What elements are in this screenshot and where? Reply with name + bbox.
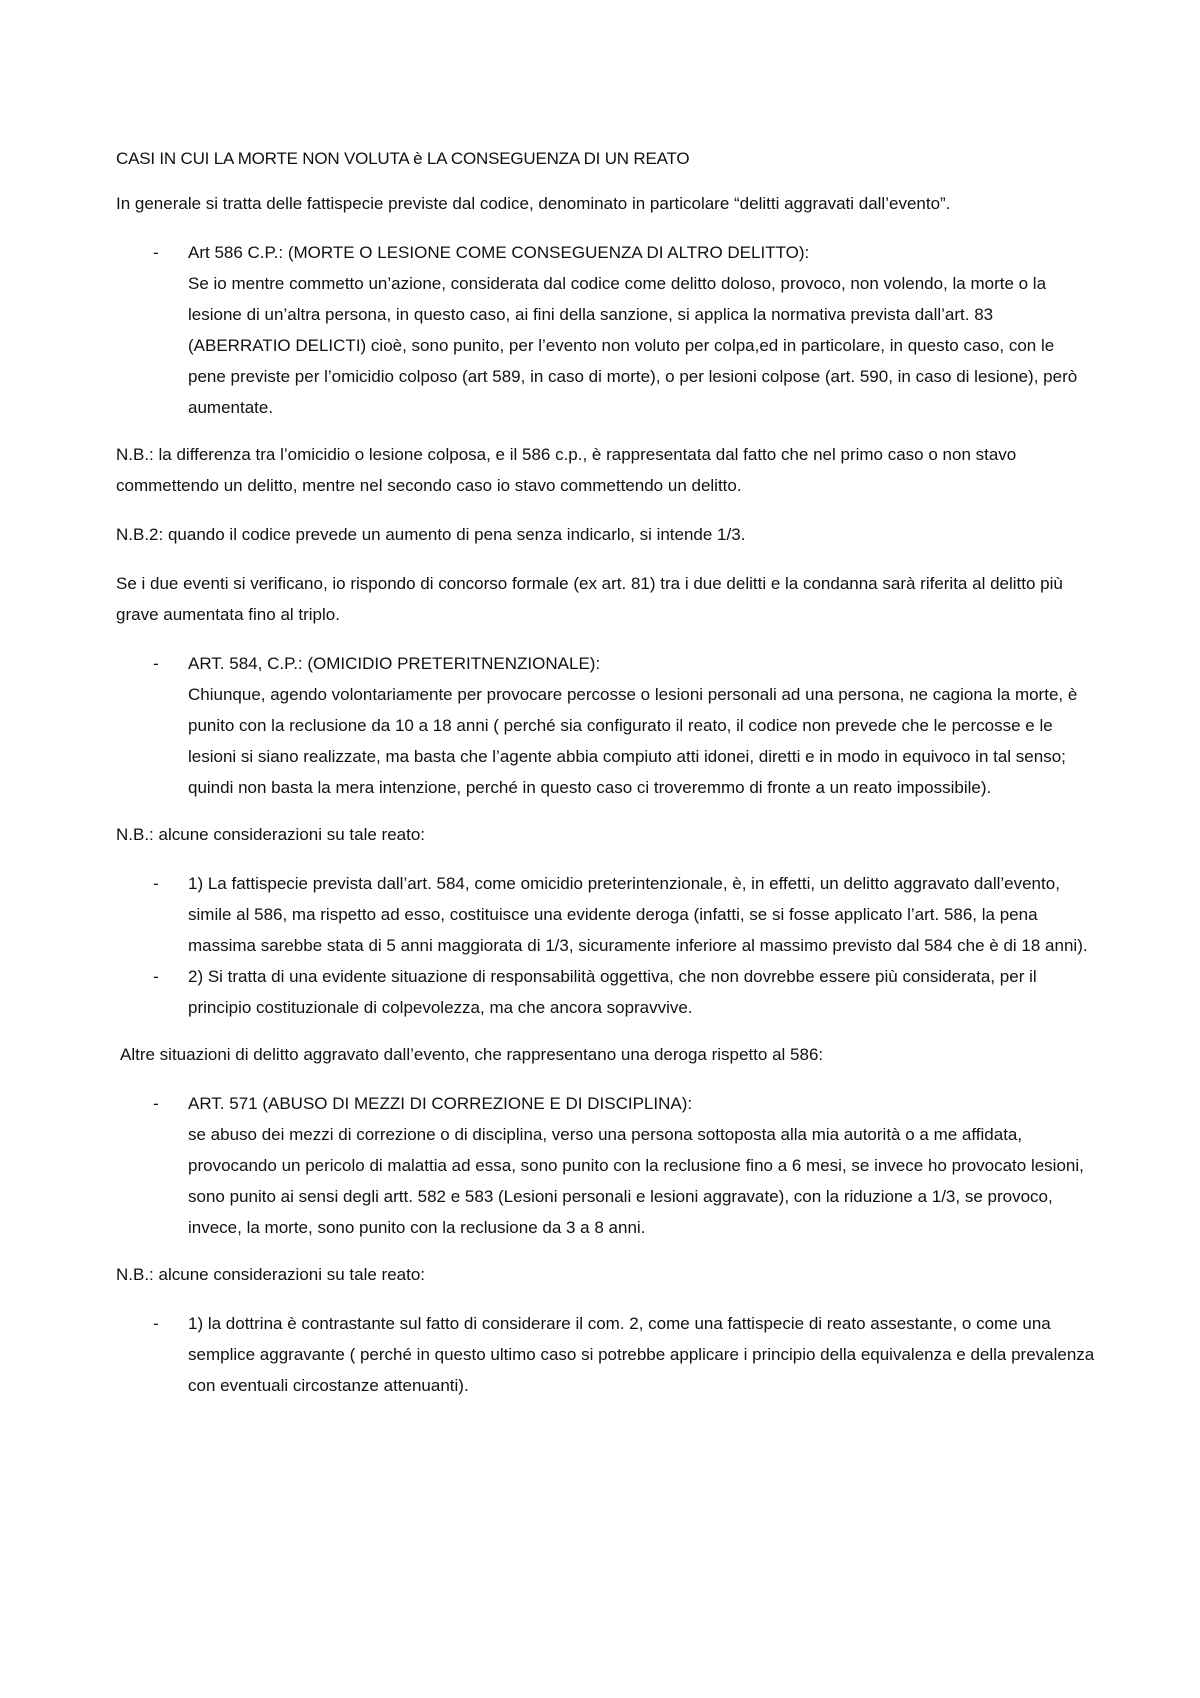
bullet-list-art-571	[116, 1088, 1096, 1243]
list-item: - 1) La fattispecie prevista dall’art. 584, come omicidio preterintenzionale, è, in effetti, un delitto aggravato dall’evento, simile al 586, ma rispetto ad esso, costituisce una evidente deroga (infatti, se si fosse applicato l’art. 586, la pena massima sarebbe stata di 5 anni maggiorata di 1/3, sicuramente inferiore al massimo previsto dal 584 che è di 18 anni).	[116, 868, 1096, 961]
altre-paragraph: Altre situazioni di delitto aggravato dall’evento, che rappresentano una deroga rispetto al 586:	[120, 1045, 824, 1064]
document-title: CASI IN CUI LA MORTE NON VOLUTA è LA CONSEGUENZA DI UN REATO	[116, 149, 690, 168]
item-text: Se io mentre commetto un’azione, considerata dal codice come delitto doloso, provoco, non volendo, la morte o la lesione di un’altra persona, in questo caso, ai fini della sanzione, si applica la normativa prevista dall’art. 83 (ABERRATIO DELICTI) cioè, sono punito, per l’evento non voluto per colpa,ed in particolare, in questo caso, con le pene previste per l’omicidio colposo (art 589, in caso di morte), o per lesioni colpose (art. 590, in caso di lesione), però aumentate.	[188, 274, 1078, 417]
nb-paragraph: N.B.: la differenza tra l’omicidio o lesione colposa, e il 586 c.p., è rappresentata dal fatto che nel primo caso o non stavo commettendo un delitto, mentre nel secondo caso io stavo commettendo un delitto.	[116, 445, 1017, 495]
intro-paragraph: In generale si tratta delle fattispecie previste dal codice, denominato in particolare “delitti aggravati dall’evento”.	[116, 194, 951, 213]
list-item: - 2) Si tratta di una evidente situazione di responsabilità oggettiva, che non dovrebbe essere più considerata, per il principio costituzionale di colpevolezza, ma che ancora sopravvive.	[116, 961, 1096, 1023]
nb2-paragraph: N.B.2: quando il codice prevede un aumento di pena senza indicarlo, si intende 1/3.	[116, 525, 746, 544]
list-item: - 1) la dottrina è contrastante sul fatto di considerare il com. 2, come una fattispecie di reato assestante, o come una semplice aggravante ( perché in questo ultimo caso si potrebbe applicare i principio della equivalenza e della prevalenza con eventuali circostanze attenuanti).	[116, 1308, 1096, 1401]
bullet-list-art-586	[116, 237, 1096, 423]
nb-paragraph: N.B.: alcune considerazioni su tale reato:	[116, 825, 426, 844]
item-heading: - Art 586 C.P.: (MORTE O LESIONE COME CONSEGUENZA DI ALTRO DELITTO):	[188, 243, 810, 262]
list-item	[116, 237, 1096, 423]
concorso-paragraph: Se i due eventi si verificano, io rispondo di concorso formale (ex art. 81) tra i due delitti e la condanna sarà riferita al delitto più grave aumentata fino al triplo.	[116, 574, 1063, 624]
considerations-list-584	[116, 868, 1096, 1023]
item-text: se abuso dei mezzi di correzione o di disciplina, verso una persona sottoposta alla mia autorità o a me affidata, provocando un pericolo di malattia ad essa, sono punito con la reclusione fino a 6 mesi, se invece ho provocato lesioni, sono punito ai sensi degli artt. 582 e 583 (Lesioni personali e lesioni aggravate), con la riduzione a 1/3, se provoco, invece, la morte, sono punito con la reclusione da 3 a 8 anni.	[188, 1125, 1084, 1237]
document-page	[116, 143, 1096, 1417]
considerations-list-571	[116, 1308, 1096, 1401]
item-text: Chiunque, agendo volontariamente per provocare percosse o lesioni personali ad una persona, ne cagiona la morte, è punito con la reclusione da 10 a 18 anni ( perché sia configurato il reato, il codice non prevede che le percosse e le lesioni si siano realizzate, ma basta che l’agente abbia compiuto atti idonei, diretti e in modo in equivoco in tal senso; quindi non basta la mera intenzione, perché in questo caso ci troveremmo di fronte a un reato impossibile).	[188, 685, 1078, 797]
item-heading: - ART. 584, C.P.: (OMICIDIO PRETERITNENZIONALE):	[188, 654, 601, 673]
list-item	[116, 1088, 1096, 1243]
item-heading: - ART. 571 (ABUSO DI MEZZI DI CORREZIONE E DI DISCIPLINA):	[188, 1094, 693, 1113]
nb-paragraph: N.B.: alcune considerazioni su tale reato:	[116, 1265, 426, 1284]
bullet-list-art-584	[116, 648, 1096, 803]
list-item	[116, 648, 1096, 803]
